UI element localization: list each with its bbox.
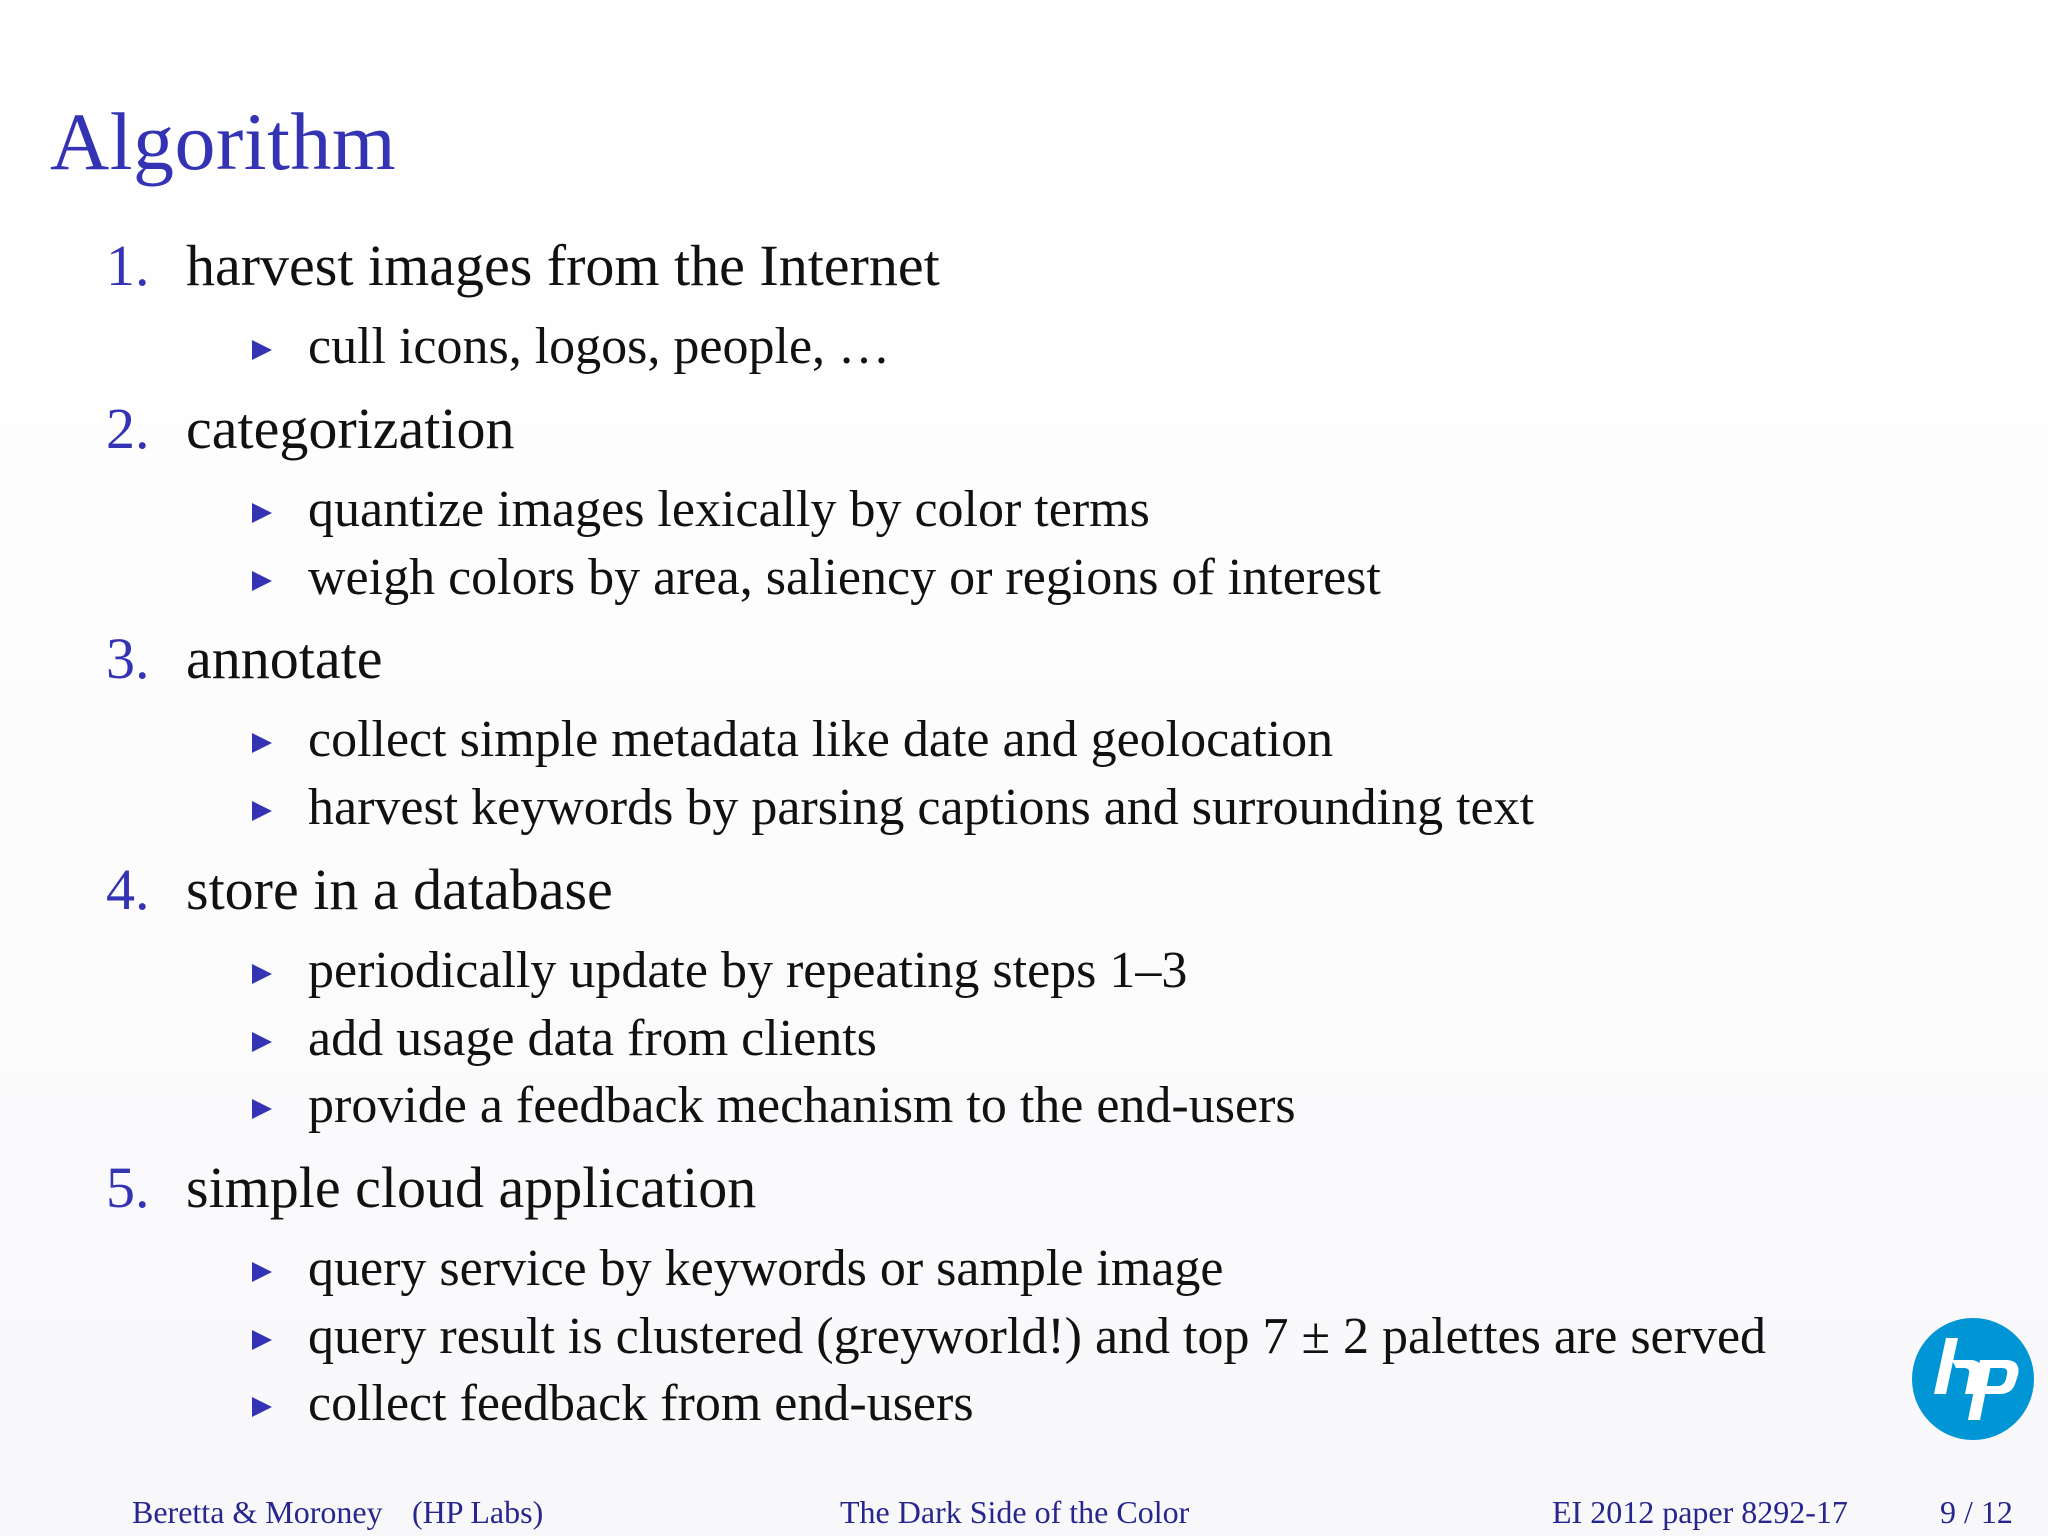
step-text: store in a database — [186, 857, 613, 922]
bullet-item — [0, 775, 2048, 841]
bullet-triangle-icon — [252, 1330, 272, 1350]
bullet-text: query service by keywords or sample image — [308, 1240, 1224, 1297]
bullet-item — [0, 1304, 2048, 1370]
bullet-text: query result is clustered (greyworld!) and top 7 ± 2 palettes are served — [308, 1308, 1767, 1365]
step-number: 2. — [106, 396, 150, 461]
bullet-text: collect feedback from end-users — [308, 1375, 974, 1432]
footer-talk-title: The Dark Side of the Color — [840, 1494, 1190, 1530]
bullet-triangle-icon — [252, 1397, 272, 1417]
step-number: 3. — [106, 626, 150, 691]
bullet-item — [0, 1006, 2048, 1072]
bullet-triangle-icon — [252, 964, 272, 984]
bullet-triangle-icon — [252, 1099, 272, 1119]
step-number: 5. — [106, 1155, 150, 1220]
bullet-item — [0, 314, 2048, 380]
bullet-triangle-icon — [252, 340, 272, 360]
bullet-item — [0, 707, 2048, 773]
bullet-item — [0, 938, 2048, 1004]
step-text: harvest images from the Internet — [186, 233, 940, 298]
bullet-item — [0, 1371, 2048, 1437]
slide-footer — [0, 1488, 2048, 1536]
bullet-triangle-icon — [252, 503, 272, 523]
bullet-text: add usage data from clients — [308, 1010, 877, 1067]
bullet-text: quantize images lexically by color terms — [308, 481, 1150, 538]
step-number: 1. — [106, 233, 150, 298]
bullet-triangle-icon — [252, 1032, 272, 1052]
footer-conference: EI 2012 paper 8292-17 — [1552, 1494, 1848, 1530]
step-text: annotate — [186, 626, 383, 691]
frame-title: Algorithm — [50, 96, 397, 187]
hp-logo-icon — [1910, 1316, 2036, 1442]
footer-institution: (HP Labs) — [412, 1494, 544, 1530]
footer-page-number: 9 / 12 — [1940, 1494, 2013, 1530]
step-text: categorization — [186, 396, 515, 461]
bullet-triangle-icon — [252, 733, 272, 753]
step-text: simple cloud application — [186, 1155, 757, 1220]
bullet-text: harvest keywords by parsing captions and surrounding text — [308, 779, 1535, 836]
bullet-triangle-icon — [252, 571, 272, 591]
bullet-item — [0, 1073, 2048, 1139]
bullet-text: collect simple metadata like date and geolocation — [308, 711, 1334, 768]
bullet-item — [0, 1236, 2048, 1302]
step-number: 4. — [106, 857, 150, 922]
bullet-triangle-icon — [252, 1262, 272, 1282]
bullet-text: cull icons, logos, people, … — [308, 318, 891, 375]
bullet-text: weigh colors by area, saliency or regions of interest — [308, 549, 1381, 606]
footer-authors: Beretta & Moroney — [132, 1494, 383, 1530]
bullet-text: provide a feedback mechanism to the end-users — [308, 1077, 1296, 1134]
bullet-item — [0, 477, 2048, 543]
bullet-text: periodically update by repeating steps 1–3 — [308, 942, 1188, 999]
bullet-item — [0, 545, 2048, 611]
bullet-triangle-icon — [252, 801, 272, 821]
